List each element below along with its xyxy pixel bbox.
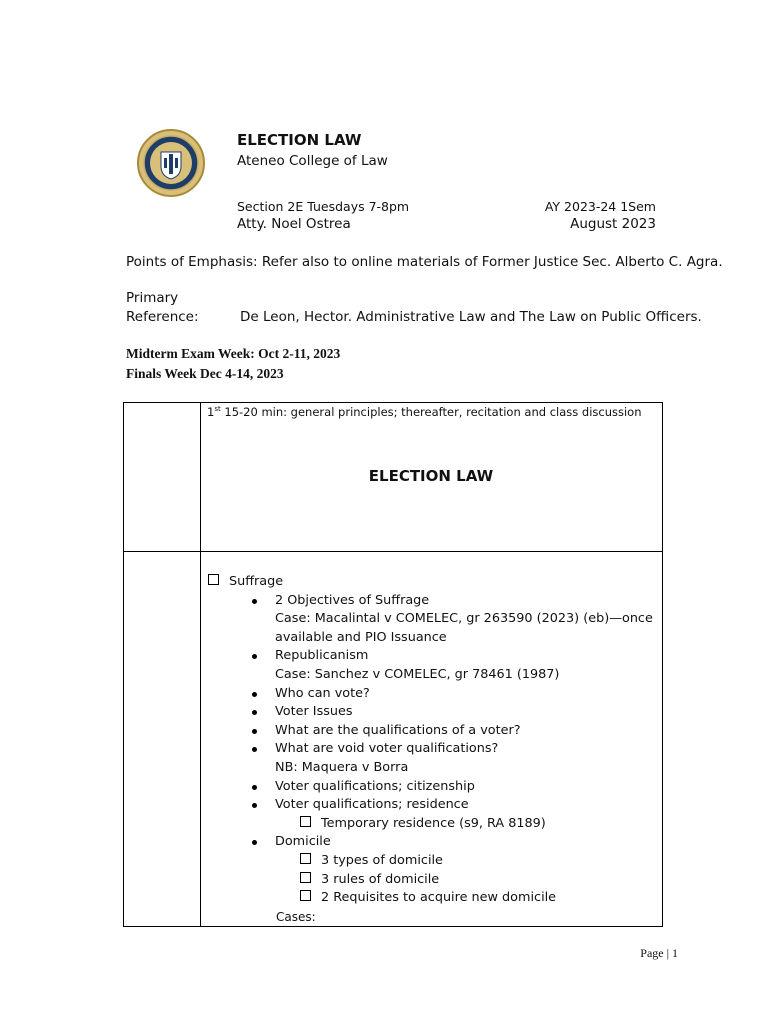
instructor-name: Atty. Noel Ostrea bbox=[237, 216, 351, 232]
bullet-icon bbox=[252, 710, 257, 715]
topic-heading bbox=[208, 573, 653, 592]
table-row-divider bbox=[124, 551, 662, 552]
reference-label: Reference: bbox=[126, 309, 199, 325]
checkbox-icon bbox=[300, 816, 311, 827]
intro-ordinal-suffix: st bbox=[214, 405, 221, 414]
item-text: Voter qualifications; residence bbox=[275, 797, 469, 813]
item-text: Republicanism bbox=[275, 648, 369, 664]
intro-ordinal: 1 bbox=[207, 405, 215, 419]
list-item bbox=[208, 796, 653, 815]
sub-list-item bbox=[208, 815, 653, 834]
bullet-icon bbox=[252, 840, 257, 845]
academic-year: AY 2023-24 1Sem bbox=[544, 199, 656, 214]
section-schedule: Section 2E Tuesdays 7-8pm bbox=[237, 199, 410, 214]
page-number: Page | 1 bbox=[640, 946, 678, 960]
checkbox-icon bbox=[300, 890, 311, 901]
list-item-detail: available and PIO Issuance bbox=[275, 629, 447, 645]
list-item bbox=[208, 703, 653, 722]
topic-outline bbox=[208, 573, 653, 926]
bullet-icon bbox=[252, 729, 257, 734]
item-text: Voter qualifications; citizenship bbox=[275, 778, 475, 794]
intro-note-text: 15-20 min: general principles; thereafter, recitation and class discussion bbox=[220, 405, 642, 419]
primary-reference-label: Primary bbox=[126, 290, 179, 306]
list-item-detail: Case: Sanchez v COMELEC, gr 78461 (1987) bbox=[275, 666, 560, 682]
item-text: Voter Issues bbox=[275, 704, 353, 720]
item-text: 2 Objectives of Suffrage bbox=[275, 592, 430, 608]
bullet-icon bbox=[252, 599, 257, 604]
bullet-icon bbox=[252, 785, 257, 790]
college-name: Ateneo College of Law bbox=[237, 153, 388, 169]
syllabus-table bbox=[123, 402, 663, 927]
course-title: ELECTION LAW bbox=[237, 131, 362, 149]
ateneo-seal-logo bbox=[136, 128, 206, 198]
sub-list-item bbox=[208, 852, 653, 871]
item-text: What are void voter qualifications? bbox=[275, 741, 499, 757]
table-title: ELECTION LAW bbox=[368, 467, 494, 485]
bullet-icon bbox=[252, 654, 257, 659]
list-item bbox=[208, 592, 653, 611]
bullet-icon bbox=[252, 803, 257, 808]
item-text: 3 rules of domicile bbox=[321, 871, 440, 887]
list-item bbox=[208, 722, 653, 741]
list-item-detail: NB: Maquera v Borra bbox=[275, 759, 409, 775]
list-item bbox=[208, 778, 653, 797]
item-text: Domicile bbox=[275, 834, 331, 850]
checkbox-icon bbox=[300, 853, 311, 864]
bullet-icon bbox=[252, 692, 257, 697]
list-item bbox=[208, 685, 653, 704]
table-intro-note bbox=[207, 405, 642, 419]
primary-reference-text: De Leon, Hector. Administrative Law and The Law on Public Officers. bbox=[240, 309, 702, 325]
midterm-exam-week: Midterm Exam Week: Oct 2-11, 2023 bbox=[126, 346, 341, 361]
points-of-emphasis: Points of Emphasis: Refer also to online materials of Former Justice Sec. Alberto C. Agra. bbox=[126, 254, 723, 270]
list-item bbox=[208, 647, 653, 666]
finals-week: Finals Week Dec 4-14, 2023 bbox=[126, 366, 284, 381]
list-item bbox=[208, 740, 653, 759]
list-item-detail: Case: Macalintal v COMELEC, gr 263590 (2023) (eb)—once bbox=[275, 611, 653, 627]
item-text: Temporary residence (s9, RA 8189) bbox=[321, 815, 546, 831]
topic-label: Suffrage bbox=[229, 574, 284, 589]
checkbox-icon bbox=[300, 872, 311, 883]
syllabus-date: August 2023 bbox=[570, 216, 656, 232]
sub-list-item bbox=[208, 871, 653, 890]
bullet-icon bbox=[252, 747, 257, 752]
checkbox-icon bbox=[208, 574, 219, 585]
cases-label: Cases: bbox=[276, 909, 316, 924]
item-text: 3 types of domicile bbox=[321, 852, 443, 868]
item-text: What are the qualifications of a voter? bbox=[275, 722, 521, 738]
list-item bbox=[208, 833, 653, 852]
item-text: 2 Requisites to acquire new domicile bbox=[321, 890, 557, 906]
item-text: Who can vote? bbox=[275, 685, 370, 701]
sub-list-item bbox=[208, 889, 653, 908]
